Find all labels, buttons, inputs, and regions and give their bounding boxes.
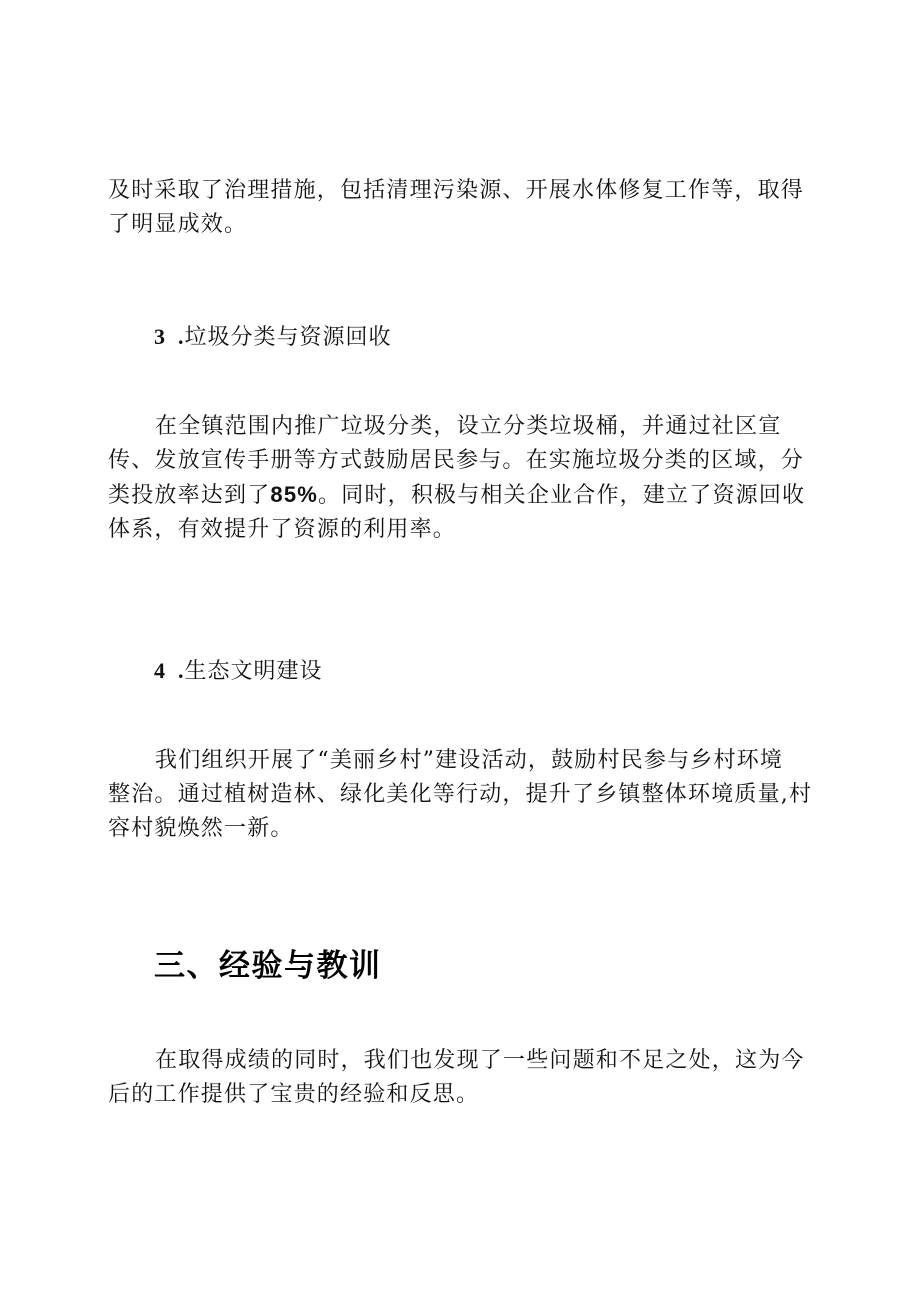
chapter-line-1: 在取得成绩的同时，我们也发现了一些问题和不足之处，这为今 [155,1048,805,1073]
section-4-paragraph [108,744,813,846]
section-3-line-3-post: 。同时，积极与相关企业合作，建立了资源回收 [318,483,806,508]
section-4-line-1: 我们组织开展了“美丽乡村”建设活动，鼓励村民参与乡村环境 [155,748,784,773]
section-4-line-3: 容村貌焕然一新。 [108,816,294,841]
chapter-title: 三、经验与教训 [154,948,382,984]
section-3-line-4: 体系，有效提升了资源的利用率。 [108,517,457,542]
section-4-heading [154,654,323,689]
section-4-dot: . [178,658,185,683]
section-3-line-3 [108,478,808,513]
section-3-heading [154,320,392,355]
intro-line-1: 及时采取了治理措施，包括清理污染源、开展水体修复工作等，取得 [108,178,805,203]
section-4-line-2: 整治。通过植树造林、绿化美化等行动，提升了乡镇整体环境质量,村 [108,782,813,807]
chapter-line-2: 后的工作提供了宝贵的经验和反思。 [108,1082,480,1107]
section-4-title: 生态文明建设 [184,659,323,684]
intro-paragraph [108,174,808,242]
section-3-number: 3 [154,324,166,349]
chapter-paragraph [108,1044,808,1112]
section-3-line-2: 传、发放宣传手册等方式鼓励居民参与。在实施垃圾分类的区域，分 [108,448,805,473]
section-4-number: 4 [154,658,166,683]
section-3-dot: . [178,324,185,349]
section-3-line-3-pre: 类投放率达到了 [108,483,271,508]
section-3-title: 垃圾分类与资源回收 [184,325,392,350]
intro-line-2: 了明显成效。 [108,212,248,237]
section-3-paragraph [108,410,808,547]
section-3-line-1: 在全镇范围内推广垃圾分类，设立分类垃圾桶，并通过社区宣 [155,414,782,439]
sorting-rate-value: 85% [270,482,319,507]
